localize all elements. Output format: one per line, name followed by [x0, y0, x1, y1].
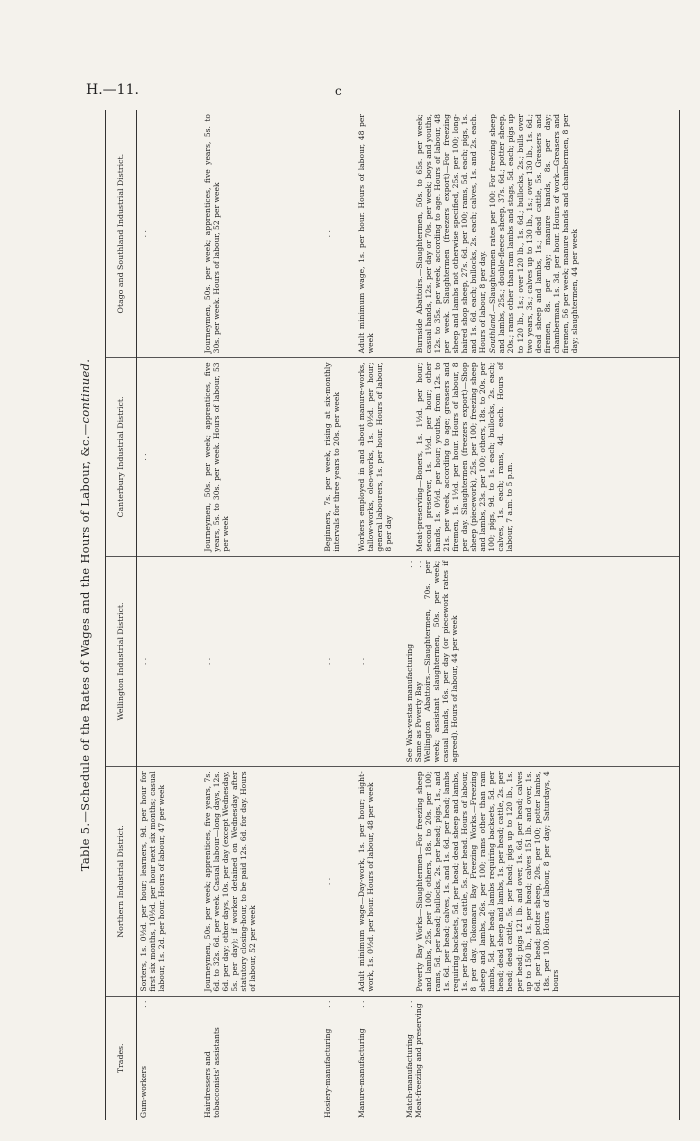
table-caption [65, 110, 105, 1120]
col-northern: Northern Industrial District. [106, 767, 137, 996]
report-code: H.—11. [86, 82, 139, 98]
wellington-cell: . . [355, 556, 403, 767]
otago-cell: . . [137, 110, 201, 358]
trade-cell: Manure-manufacturing . . [356, 1000, 366, 1118]
wellington-cell: . . [321, 556, 355, 767]
canterbury-cell: Journeymen, 50s. per week; apprentices, five years, 5s. to 30s. per week. Hours of labour, 53 per week [201, 358, 321, 556]
col-otago: Otago and Southland Industrial District. [106, 110, 137, 358]
meat-wellington-text: Wellington Abattoirs.—Slaughtermen, 70s. per week; assistant slaughtermen, 50s. per week; casual hands, 16s. per day (or piecework rates if agreed). Hours of labour, 44 per week [422, 560, 459, 763]
wellington-cell: . . [201, 556, 321, 767]
header-row [106, 110, 137, 1120]
wellington-cell: . . [137, 556, 201, 767]
wellington-cell [403, 556, 680, 767]
table-row [403, 110, 680, 1120]
canterbury-cell: Workers employed in and about manure-works, tallow-works, oleo-works, 1s. 0½d. per hour; general labourers, 1s. per hour. Hours of labour, 8 per day [355, 358, 403, 556]
page-number: c [335, 84, 342, 98]
table-row [137, 110, 201, 1120]
meat-otago-text: Burnside Abattoirs.—Slaughtermen, 50s. to 65s. per week; casual hands, 12s. per day or 70s. per week; boys and youths, 12s. to 35s. per week, according to age. Hours of labour, 48 per week. Slaughtermen (freezers export)—For freezing sheep and lambs not otherwise specified, 25s. per 100; long-haired shop sheep, 27s. 6d. per 100; rams, 5d. each; pigs, 1s. and 1s. 6d. each; bullocks, 2s. each; calves, 1s. and 2s. each. Hours of labour, 8 per day. [414, 114, 488, 354]
rotated-table-page [65, 110, 680, 1120]
trade-cell: Hairdressers and tobacconists' assistants [202, 1027, 221, 1118]
northern-cell [403, 767, 680, 996]
northern-cell: Sorters, 1s. 0½d. per hour; learners, 9d. per hour for first six months, 10½d. per hour next six months; casual labour, 1s. 2d. per hour. Hours of labour, 47 per week [137, 767, 201, 996]
match-trade: Match-manufacturing [404, 1034, 414, 1118]
northern-cell: Adult minimum wage—Day-work, 1s. per hour; night-work, 1s. 0½d. per hour. Hours of labour, 48 per week [355, 767, 403, 996]
col-trades: Trades. [106, 996, 137, 1120]
canterbury-cell: . . [137, 358, 201, 556]
col-canterbury: Canterbury Industrial District. [106, 358, 137, 556]
canterbury-cell: Beginners, 7s. per week, rising at six-monthly intervals for three years to 20s. per week [321, 358, 355, 556]
trade-cell: Hosiery-manufacturing . . [322, 1000, 332, 1118]
match-wellington: See Wax-vestas manufacturing . . [404, 560, 414, 763]
meat-canterbury-text: Meat-preserving—Boners, 1s. 1½d. per hour; second preserver, 1s. 1½d. per hour; other hands, 1s. 0½d. per hour; youths, from 12s. to 21s. per week, according to age; greasers and firemen, 1s. 1½d. per hour. Hours of labour, 8 per day. Slaughtermen (freezers export)—Shop sheep (piecework), 25s. per 100; freezing sheep and lambs, 23s. per 100; others, 18s. to 20s. per 100; pigs, 9d. to 1s. each; bullocks, 2s. each; calves, 1s. each; rams, 4d. each. Hours of labour, 7 a.m. to 5 p.m. [414, 362, 515, 552]
otago-cell [403, 110, 680, 358]
wages-schedule-table [105, 110, 680, 1120]
meat-southland-text: Southland.—Slaughtermen rates per 100: For freezing sheep and lambs, 25s.; double-fleece sheep, 37s. 6d.; potter sheep, 20s.; rams other than ram lambs and stags, 5d. each; pigs up to 120 lb., 1s.; over 120 lb., 1s. 6d.; bullocks, 2s.; bulls over two years, 3s.; calves up to 130 lb., 1s.; over 130 lb., 1s. 6d.; dead sheep and lambs, 1s.; dead cattle, 5s. Greasers and firemen, 8s. per day; manure hands, 8s. per day; chamberman, 1s. 3d. per hour. Hours of work—Greasers and firemen, 56 per week; manure hands and chambermen, 8 per day; slaughtermen, 44 per week [488, 114, 580, 354]
otago-cell: . . [321, 110, 355, 358]
meat-trade: Meat-freezing and preserving [413, 1003, 423, 1118]
caption-continued: continued. [78, 358, 92, 424]
northern-cell: . . [321, 767, 355, 996]
otago-cell: Adult minimum wage, 1s. per hour. Hours of labour, 48 per week [355, 110, 403, 358]
trade-cell: Match-manufacturing . . Meat-freezing and preserving [403, 996, 680, 1120]
meat-wellington-same: Same as Poverty Bay . . [413, 560, 423, 763]
table-row [321, 110, 355, 1120]
col-wellington: Wellington Industrial District. [106, 556, 137, 767]
meat-northern-text: Poverty Bay Works—Slaughtermen—For freezing sheep and lambs, 25s. per 100; others, 18s. to 20s. per 100; rams, 5d. per head; bullocks, 2s. per head; pigs, 1s., and 1s. 6d. per head; calves, 1s. and 1s. 6d. per head; lambs requiring backsets, 5d. per head; dead sheep and lambs, 1s. per head; dead cattle, 5s. per head. Hours of labour, 8 per day. Tokomaru Bay Freezing Works.—Freezing sheep and lambs, 26s. per 100; rams other than ram lambs, 5d. per head; lambs requiring backsets, 5d. per head; dead sheep and lambs, 1s. per head; cattle, 2s. per head; dead cattle, 5s. per head; pigs up to 120 lb., 1s. per head; pigs 121 lb. and over, 1s. 6d. per head; calves up to 150 lb., 1s. per head; calves 151 lb. and over, 1s. 6d. per head; potter sheep, 20s. per 100; potter lambs, 18s. per 100. Hours of labour, 8 per day; Saturdays, 4 hours [414, 771, 560, 992]
caption-main: Table 5.—Schedule of the Rates of Wages and the Hours of Labour, &c.— [78, 423, 92, 872]
table-row [355, 110, 403, 1120]
otago-cell: Journeymen, 50s. per week; apprentices, five years, 5s. to 30s. per week. Hours of labour, 52 per week [201, 110, 321, 358]
canterbury-cell [403, 358, 680, 556]
northern-cell: Journeymen, 50s. per week; apprentices, five years, 7s. 6d. to 32s. 6d. per week. Casual labour—long days, 12s. 6d. per day; other days, 10s. per day (except Wednesday, 5s. per day); if worker detained on Wednesday after statutory closing-hour, to be paid 12s. 6d. for day. Hours of labour, 52 per week [201, 767, 321, 996]
table-row [201, 110, 321, 1120]
trade-cell: Gum-workers . . [139, 1000, 148, 1118]
